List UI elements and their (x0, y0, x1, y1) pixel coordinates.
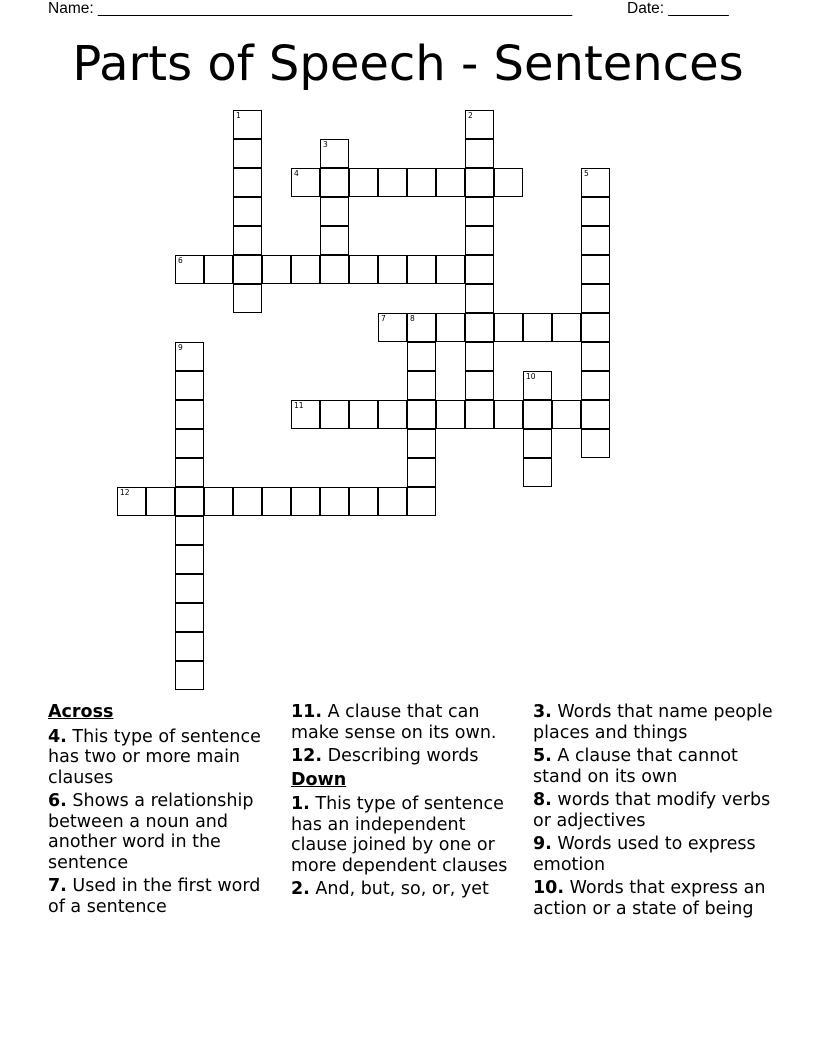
clue-text: This type of sentence has two or more main clauses (48, 726, 261, 788)
crossword-cell[interactable] (233, 168, 262, 197)
crossword-cell[interactable] (465, 197, 494, 226)
cell-number: 3 (323, 140, 328, 149)
crossword-cell[interactable] (262, 255, 291, 284)
clue-down-2 (291, 879, 523, 900)
crossword-cell[interactable] (407, 168, 436, 197)
crossword-cell[interactable] (436, 313, 465, 342)
crossword-cell[interactable] (175, 632, 204, 661)
clue-text: Words that express an action or a state of being (533, 878, 766, 919)
crossword-cell[interactable] (407, 371, 436, 400)
crossword-cell[interactable] (175, 516, 204, 545)
crossword-cell[interactable] (262, 487, 291, 516)
crossword-cell[interactable] (233, 139, 262, 168)
crossword-cell[interactable] (378, 487, 407, 516)
clue-text: A clause that can make sense on its own. (291, 702, 497, 743)
crossword-cell[interactable] (407, 458, 436, 487)
crossword-cell[interactable] (320, 139, 349, 168)
crossword-cell[interactable] (291, 255, 320, 284)
page-title: Parts of Speech - Sentences (72, 36, 744, 92)
crossword-cell[interactable] (523, 313, 552, 342)
crossword-cell[interactable] (175, 342, 204, 371)
crossword-cell[interactable] (378, 400, 407, 429)
crossword-cell[interactable] (320, 168, 349, 197)
clue-across-12 (291, 746, 523, 767)
clue-down-3 (533, 702, 773, 743)
clue-text: Words that name people places and things (533, 702, 773, 743)
crossword-cell[interactable] (523, 458, 552, 487)
crossword-cell[interactable] (175, 487, 204, 516)
crossword-cell[interactable] (523, 371, 552, 400)
clue-number: 7. (48, 876, 67, 896)
clues-column-2 (291, 702, 523, 903)
crossword-cell[interactable] (465, 255, 494, 284)
clue-text: Describing words (327, 746, 479, 766)
clue-number: 6. (48, 791, 67, 811)
crossword-cell[interactable] (581, 429, 610, 458)
clue-number: 10. (533, 878, 565, 898)
crossword-cell[interactable] (407, 400, 436, 429)
crossword-cell[interactable] (320, 487, 349, 516)
crossword-cell[interactable] (465, 284, 494, 313)
across-heading: Across (48, 702, 114, 722)
crossword-cell[interactable] (146, 487, 175, 516)
crossword-cell[interactable] (407, 342, 436, 371)
crossword-cell[interactable] (581, 197, 610, 226)
crossword-cell[interactable] (465, 110, 494, 139)
crossword-cell[interactable] (436, 255, 465, 284)
cell-number: 2 (468, 111, 473, 120)
crossword-cell[interactable] (581, 400, 610, 429)
clue-number: 1. (291, 794, 310, 814)
crossword-cell[interactable] (407, 429, 436, 458)
cell-number: 5 (584, 169, 589, 178)
crossword-cell[interactable] (581, 255, 610, 284)
crossword-cell[interactable] (407, 313, 436, 342)
cell-number: 8 (410, 314, 415, 323)
crossword-cell[interactable] (494, 400, 523, 429)
crossword-cell[interactable] (320, 255, 349, 284)
crossword-cell[interactable] (233, 284, 262, 313)
crossword-cell[interactable] (175, 458, 204, 487)
clue-across-7 (48, 876, 280, 917)
crossword-cell[interactable] (436, 168, 465, 197)
clue-number: 3. (533, 702, 552, 722)
clue-down-5 (533, 746, 773, 787)
cell-number: 9 (178, 343, 183, 352)
crossword-cell[interactable] (233, 226, 262, 255)
crossword-cell[interactable] (117, 487, 146, 516)
crossword-cell[interactable] (378, 313, 407, 342)
crossword-cell[interactable] (175, 255, 204, 284)
crossword-cell[interactable] (465, 139, 494, 168)
crossword-cell[interactable] (523, 429, 552, 458)
crossword-cell[interactable] (465, 342, 494, 371)
crossword-cell[interactable] (407, 255, 436, 284)
crossword-cell[interactable] (465, 313, 494, 342)
cell-number: 11 (294, 401, 304, 410)
clue-number: 4. (48, 726, 67, 747)
crossword-cell[interactable] (581, 342, 610, 371)
crossword-cell[interactable] (175, 603, 204, 632)
crossword-cell[interactable] (320, 400, 349, 429)
crossword-cell[interactable] (291, 400, 320, 429)
crossword-cell[interactable] (291, 487, 320, 516)
date-field[interactable]: Date: _______ (627, 0, 729, 17)
crossword-cell[interactable] (581, 284, 610, 313)
crossword-cell[interactable] (175, 574, 204, 603)
crossword-cell[interactable] (175, 661, 204, 690)
clue-text: Words used to express emotion (533, 834, 756, 875)
clue-text: This type of sentence has an independent clause joined by one or more dependent clauses (291, 794, 508, 876)
crossword-cell[interactable] (581, 313, 610, 342)
clue-text: words that modify verbs or adjectives (533, 790, 771, 831)
crossword-cell[interactable] (175, 371, 204, 400)
clue-number: 8. (533, 790, 552, 810)
crossword-cell[interactable] (320, 197, 349, 226)
crossword-cell[interactable] (581, 226, 610, 255)
crossword-cell[interactable] (378, 255, 407, 284)
crossword-cell[interactable] (581, 168, 610, 197)
crossword-cell[interactable] (378, 168, 407, 197)
clue-across-4 (48, 727, 280, 789)
crossword-cell[interactable] (552, 313, 581, 342)
crossword-cell[interactable] (233, 197, 262, 226)
cell-number: 6 (178, 256, 183, 265)
clue-number: 5. (533, 746, 552, 766)
name-field[interactable]: Name: _______________________________________________________ (48, 0, 573, 17)
crossword-cell[interactable] (175, 400, 204, 429)
crossword-cell[interactable] (407, 487, 436, 516)
clue-down-10 (533, 878, 773, 919)
crossword-cell[interactable] (523, 400, 552, 429)
crossword-cell[interactable] (465, 168, 494, 197)
clue-down-1 (291, 794, 523, 876)
cell-number: 7 (381, 314, 386, 323)
crossword-cell[interactable] (204, 255, 233, 284)
crossword-cell[interactable] (581, 371, 610, 400)
clues-column-1 (48, 702, 280, 920)
clue-text: Used in the first word of a sentence (48, 876, 261, 917)
crossword-cell[interactable] (233, 487, 262, 516)
clue-number: 11. (291, 702, 323, 722)
crossword-cell[interactable] (552, 400, 581, 429)
crossword-cell[interactable] (349, 168, 378, 197)
crossword-cell[interactable] (320, 226, 349, 255)
crossword-cell[interactable] (233, 110, 262, 139)
crossword-cell[interactable] (204, 487, 233, 516)
clue-number: 12. (291, 746, 323, 766)
crossword-cell[interactable] (465, 400, 494, 429)
cell-number: 12 (120, 488, 130, 497)
crossword-cell[interactable] (465, 371, 494, 400)
clue-text: A clause that cannot stand on its own (533, 746, 738, 787)
clue-across-6 (48, 791, 280, 873)
clue-across-11 (291, 702, 523, 743)
down-heading: Down (291, 769, 347, 790)
clue-text: And, but, so, or, yet (315, 879, 489, 899)
clue-down-9 (533, 834, 773, 875)
clue-number: 2. (291, 879, 310, 899)
crossword-cell[interactable] (233, 255, 262, 284)
clue-number: 9. (533, 834, 552, 854)
clue-text: Shows a relationship between a noun and another word in the sentence (48, 791, 254, 873)
cell-number: 4 (294, 169, 299, 178)
crossword-cell[interactable] (436, 400, 465, 429)
crossword-cell[interactable] (175, 429, 204, 458)
crossword-cell[interactable] (465, 226, 494, 255)
crossword-cell[interactable] (291, 168, 320, 197)
clues-column-3 (533, 702, 773, 922)
crossword-cell[interactable] (494, 313, 523, 342)
crossword-cell[interactable] (349, 400, 378, 429)
crossword-cell[interactable] (349, 255, 378, 284)
clue-down-8 (533, 790, 773, 831)
crossword-cell[interactable] (494, 168, 523, 197)
cell-number: 10 (526, 372, 536, 381)
cell-number: 1 (236, 111, 241, 120)
crossword-cell[interactable] (349, 487, 378, 516)
crossword-cell[interactable] (175, 545, 204, 574)
